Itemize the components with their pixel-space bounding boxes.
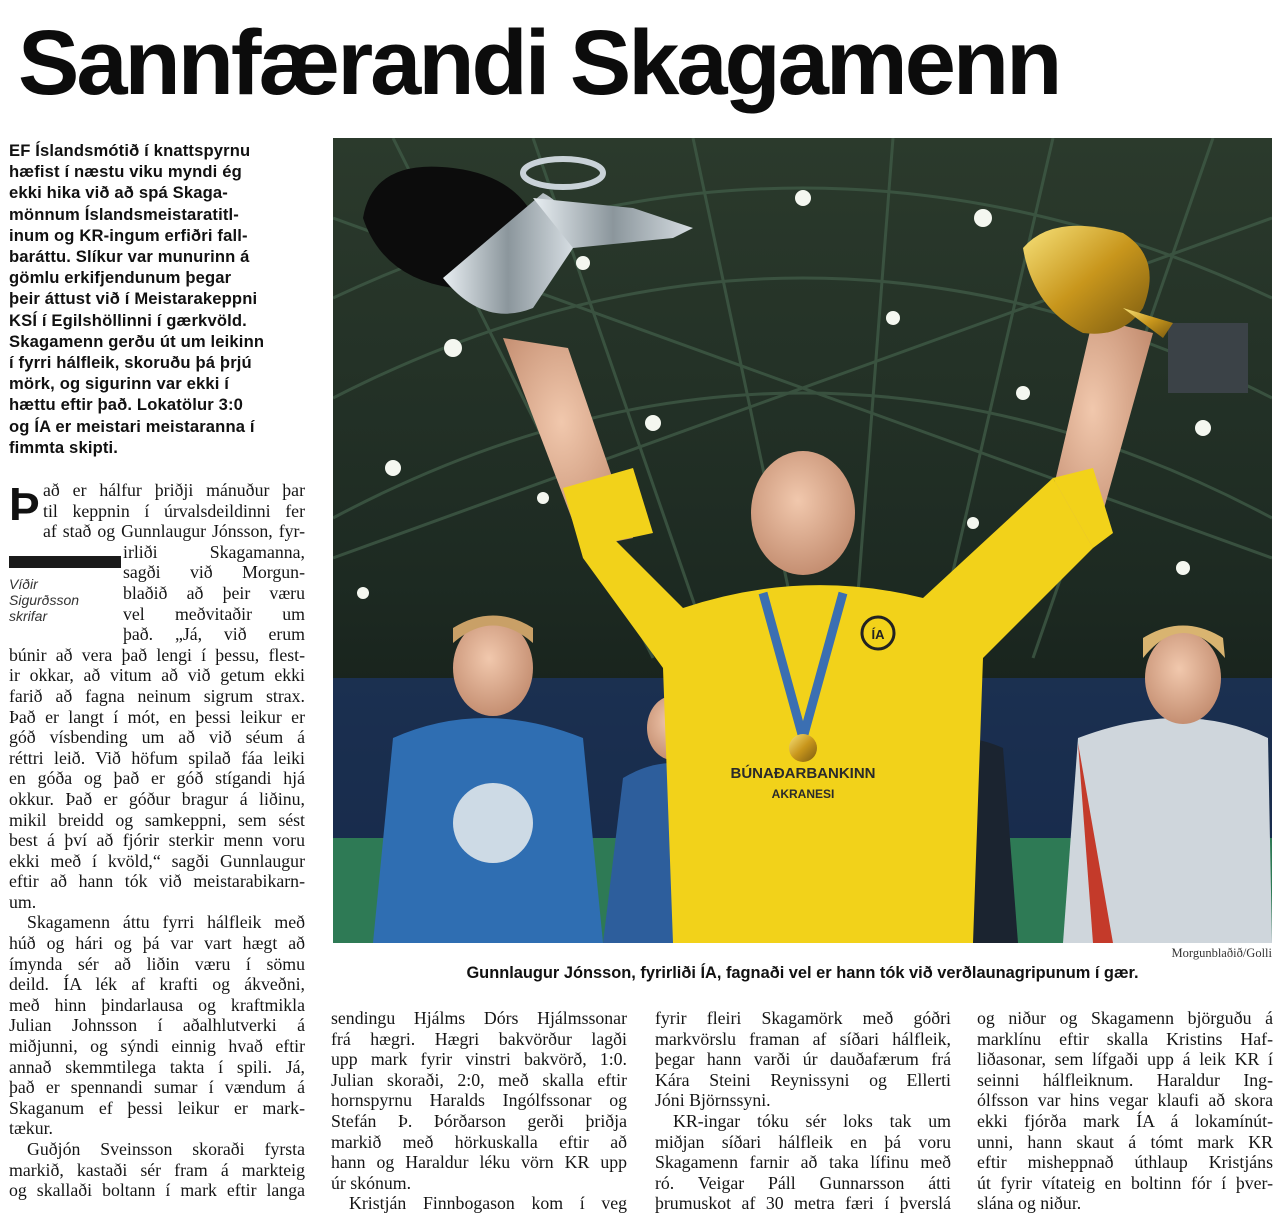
text-line: það. „Já, við erum [123,624,305,645]
text-line: ekki fjórða mark ÍA á lokamínút- [977,1110,1273,1131]
text-line: húð og hári og þá var vart hægt að [9,933,305,954]
jersey-sponsor-sub: AKRANESI [771,787,835,801]
text-line: ir okkar, að vitum að við getum ekki [9,665,305,686]
article-column-1 [9,480,305,1201]
text-line: út fyrir vítateig en boltinn fór í þver- [977,1172,1273,1193]
news-photo [333,138,1272,943]
text-line: ímynda sér að liðin væru í sömu [9,953,305,974]
text-line: eftir misheppnað úthlaup Kristjáns [977,1152,1273,1173]
text-line: ekki hika við að spá Skaga- [9,183,228,203]
text-line: deild. ÍA lék af krafti og ákveðni, [9,974,305,995]
text-line: mörk, og sigurinn var ekki í [9,374,229,394]
text-line: vel meðvitaðir um [123,603,305,624]
crest-text: ÍA [871,627,885,642]
text-line: markið með hörkuskalla eftir að [331,1131,627,1152]
text-line: þeir áttust við í Meistarakeppni [9,289,258,309]
text-line: þrumuskot af 30 metra færi í þverslá [655,1193,951,1214]
article-column-2 [331,1008,627,1214]
drop-cap: Þ [9,478,40,530]
headline: Sannfærandi Skagamenn [18,12,1060,114]
text-line: mikil breidd og samkeppni, sem sést [9,809,305,830]
photo-credit: Morgunblaðið/Golli [1171,946,1272,960]
text-line: Stefán Þ. Þórðarson gerði þriðja [331,1110,627,1131]
text-line: fimmta skipti. [9,437,119,457]
text-line: og skallaði boltann í mark eftir langa [9,1180,305,1201]
jersey-sponsor: BÚNAÐARBANKINN [730,765,876,782]
text-line: að er hálfur þriðji mánuður þar [43,480,305,500]
text-line: liðasonar, sem lífgaði upp á leik KR í [977,1049,1273,1070]
text-line: baráttu. Slíkur var munurinn á [9,247,250,267]
text-line: hornspyrnu Haralds Ingólfssonar og [331,1090,627,1111]
text-line: með hinn þindarlausa og kraftmikla [9,994,305,1015]
text-line: hættu eftir það. Lokatölur 3:0 [9,395,244,415]
text-line: Julian Johnsson í aðalhlutverki á [9,1015,305,1036]
text-line: Guðjón Sveinsson skoraði fyrsta [27,1139,305,1159]
text-line: Skagamenn gerðu út um leikinn [9,331,265,351]
text-line: best á því að fjórir sterkir menn voru [9,830,305,851]
text-line: og ÍA er meistari meistaranna í [9,416,255,436]
text-line: miðjan síðari hálfleik en þá voru [655,1131,951,1152]
text-line: góð vísbending um að við séum á [9,727,305,748]
text-line: frá hægri. Hægri bakvörður lagði [331,1028,627,1049]
text-line: seinni hálfleiknum. Haraldur Ing- [977,1069,1273,1090]
text-line: marklínu eftir skalla Kristins Haf- [977,1028,1273,1049]
text-line: Kristján Finnbogason kom í veg [349,1193,627,1214]
text-line: EF Íslandsmótið í knattspyrnu [9,141,251,160]
text-line: fyrir fleiri Skagamörk með góðri [655,1008,951,1028]
text-line: en góða og það er góð stígandi hjá [9,768,305,789]
text-line: unni, hann skaut á tómt mark KR [977,1131,1273,1152]
text-line: úr skónum. [331,1172,412,1193]
text-line: farið að fagna neinum sigrum strax. [9,685,305,706]
article-column-4 [977,1008,1273,1214]
text-line: Jóni Björnssyni. [655,1090,771,1111]
text-line: markvörslu framan af síðari hálfleik, [655,1028,951,1049]
text-line: blaðið að þeir væru [123,582,305,603]
text-line: hæfist í næstu viku myndi ég [9,162,242,182]
text-line: Skagamenn farnir að taka lífinu með [655,1152,951,1173]
text-line: af stað og Gunnlaugur Jónsson, fyr- [43,521,305,542]
text-line: Skagamenn áttu fyrri hálfleik með [27,912,305,933]
text-line: irliði Skagamanna, [123,541,305,562]
byline-line: skrifar [9,608,48,624]
text-line: mönnum Íslandsmeistaratitl- [9,204,239,224]
text-line: búnir að vera það lengi í þessu, flest- [9,644,305,665]
text-line: annað skemmtilega takta í spili. Já, [9,1056,305,1077]
text-line: í fyrri hálfleik, skoruðu þá þrjú [9,353,252,373]
text-line: tækur. [9,1118,53,1139]
text-line: til keppnin í úrvalsdeildinni fer [43,500,305,521]
byline-line: Sigurðsson [9,592,80,608]
text-line: gömlu erkifjendunum þegar [9,268,232,288]
text-line: og niður og Skagamenn björguðu á [977,1008,1273,1028]
text-line: inum og KR-ingum erfiðri fall- [9,225,248,245]
byline-line: Víðir [9,576,38,592]
text-line: Kára Steini Reynissyni og Ellerti [655,1069,951,1090]
text-line: sagði við Morgun- [123,562,305,583]
text-line: það er spennandi sumar í vændum á [9,1077,305,1098]
text-line: þegar hann varði úr dauðafærum frá [655,1049,951,1070]
text-line: Skaganum ef þessi leikur er mark- [9,1097,305,1118]
text-line: slána og niður. [977,1193,1082,1214]
text-line: um. [9,891,37,912]
text-line: miðjunni, og sýndi einnig hvað eftir [9,1036,305,1057]
text-line: KR-ingar tóku sér loks tak um [673,1110,951,1131]
text-line: réttri leið. Við höfum spilað fáa leiki [9,747,305,768]
article-column-3 [655,1008,951,1214]
text-line: hann og Haraldur léku vörn KR upp [331,1152,627,1173]
text-line: sendingu Hjálms Dórs Hjálmssonar [331,1008,627,1028]
text-line: eftir að hann tók við meistarabikarn- [9,871,305,892]
text-line: ólfsson var hins vegar klaufi að skora [977,1090,1273,1111]
text-line: okkur. Það er góður bragur á liðinu, [9,788,305,809]
text-line: KSÍ í Egilshöllinni í gærkvöld. [9,310,247,330]
text-line: markið, kastaði sér fram á markteig [9,1159,305,1180]
lead-paragraph [9,140,309,458]
text-line: ró. Veigar Páll Gunnarsson átti [655,1172,951,1193]
text-line: upp mark fyrir vinstri bakvörð, 1:0. [331,1049,627,1070]
photo-caption: Gunnlaugur Jónsson, fyrirliði ÍA, fagnaði vel er hann tók við verðlaunagripunum í gær. [466,964,1139,982]
text-line: ekki með í kvöld,“ sagði Gunnlaugur [9,850,305,871]
text-line: Það er langt í mót, en þessi leikur er [9,706,305,727]
text-line: Julian skoraði, 2:0, með skalla eftir [331,1069,627,1090]
